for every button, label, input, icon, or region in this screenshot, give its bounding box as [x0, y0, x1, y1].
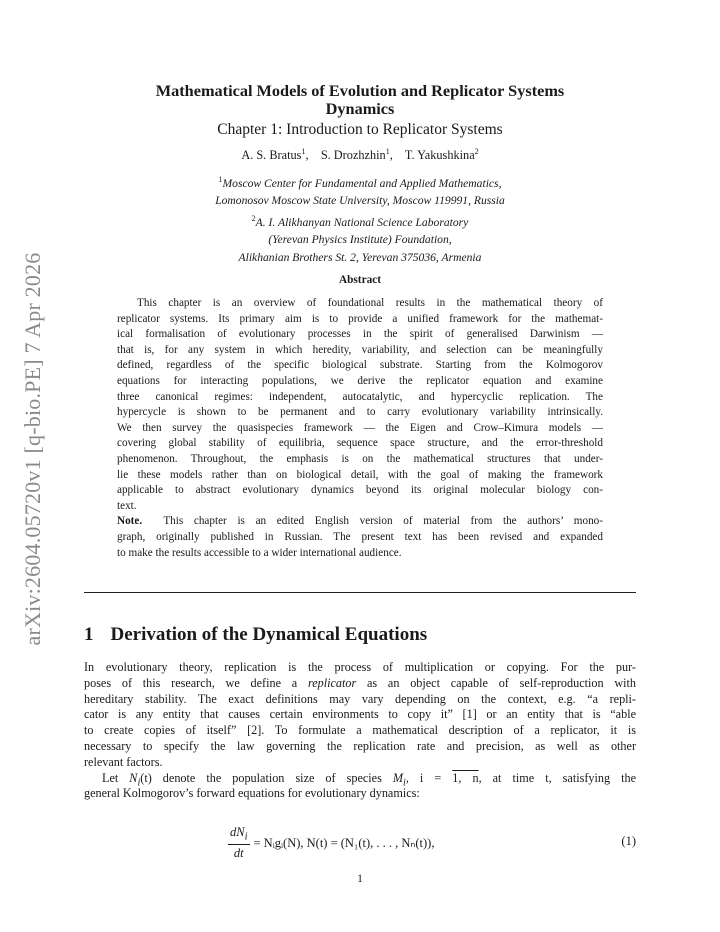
equation-number: (1) [621, 834, 636, 848]
derivative-fraction: $\frac{dN_i}{dt}$ [230, 825, 248, 860]
abstract-note-line: Note. This chapter is an edited English version of material from the authors’ mono- [117, 515, 603, 528]
section-divider [84, 592, 636, 593]
paper-title [100, 82, 620, 118]
abstract-line: This chapter is an overview of foundational results in the mathematical theory of [137, 297, 603, 309]
author-affiliation-mark: 1 [301, 147, 306, 156]
abstract-line: that is, for any system in which heredity, variability, and selection can be meaningfully [117, 343, 603, 356]
abstract-line: applicable to abstract evolutionary dynamics beyond its original molecular biology con- [117, 484, 603, 497]
author-name: T. Yakushkina [404, 148, 475, 163]
abstract-line: three canonical regimes: independent, autocatalytic, and hypercyclic replication. The [117, 390, 603, 403]
author-list: A. S. Bratus$^1$, S. Drozhzhin$^1$, T. Yakushkina$^2$ [241, 147, 479, 163]
body-line: In evolutionary theory, replication is the process of multiplication or copying. For the pur- [84, 660, 636, 674]
abstract-line: phenomenon. Throughout, the emphasis is on the mathematical structures that under- [117, 452, 603, 465]
page-number: 1 [357, 873, 363, 885]
author-affiliation-mark: 1 [385, 147, 390, 156]
author-name: A. S. Bratus [241, 148, 302, 163]
body-line: general Kolmogorov’s forward equations for evolutionary dynamics: [84, 786, 420, 801]
abstract-line: text. [117, 499, 137, 512]
note-label: Note. [117, 515, 143, 528]
title-line-2: Dynamics [325, 99, 395, 118]
index-range: 1, n [452, 770, 479, 785]
section-number: 1 [84, 624, 94, 645]
affiliation-line: $^1$Moscow Center for Fundamental and Applied Mathematics, [218, 175, 502, 190]
abstract-line: lie these models rather than on biological detail, with the goal of making the framework [117, 468, 603, 481]
affiliation-line: $^2$A. I. Alikhanyan National Science Laboratory [251, 213, 469, 229]
title-line-1: Mathematical Models of Evolution and Replicator Systems [155, 81, 565, 100]
affiliation-line: (Yerevan Physics Institute) Foundation, [268, 233, 452, 247]
affiliation-line: Lomonosov Moscow State University, Moscow 119991, Russia [215, 194, 505, 208]
body-line: to create copies of itself” [2]. To formulate a mathematical description of a replicator, it is [84, 723, 636, 738]
affiliations [100, 171, 620, 266]
body-line: relevant factors. [84, 754, 163, 769]
abstract-heading: Abstract [338, 274, 382, 286]
abstract-line: hypercycle is shown to be permanent and to carry evolutionary variability intrinsically. [117, 406, 603, 419]
section-body [84, 660, 636, 802]
author-affiliation-mark: 2 [474, 147, 479, 156]
abstract-note-line: to make the results accessible to a wider international audience. [117, 546, 402, 559]
body-line: poses of this research, we define a replicator as an object capable of self-reproduction with [84, 675, 636, 690]
abstract-body [117, 296, 603, 561]
arxiv-identifier-stamp [18, 248, 48, 650]
abstract-note-line: graph, originally published in Russian. The present text has been revised and expanded [117, 530, 603, 543]
abstract-line: We then survey the quasispecies framework — the Eigen and Crow–Kimura models — [117, 421, 603, 434]
author-name: S. Drozhzhin [320, 148, 386, 163]
body-line: necessary to specify the law governing the replication rate and precision, as well as other [84, 738, 636, 753]
abstract-line: replicator systems. Its primary aim is to provide a unified framework for the mathemat- [117, 312, 603, 325]
abstract-line: equations for interacting populations, we derive the replicator equation and examine [117, 374, 603, 387]
equation-1 [84, 822, 636, 864]
abstract-line: covering global stability of equilibria, sequence space structure, and the error-threshold [117, 437, 603, 450]
body-line: hereditary stability. The exact definitions may vary depending on the context, e.g. “a repli- [84, 691, 636, 706]
section-heading [84, 624, 427, 646]
body-line: Let $N_i(t)$ denote the population size of species $M_i$, i = 1, n, at time t, satisfying the [102, 770, 636, 789]
arxiv-stamp-text: arXiv:2604.05720v1 [q-bio.PE] 7 Apr 2026 [20, 252, 45, 646]
chapter-subtitle: Chapter 1: Introduction to Replicator Systems [217, 121, 503, 138]
body-line: cator is any entity that causes certain environments to copy it” [1] or an entity that is “able [84, 707, 636, 722]
section-title: Derivation of the Dynamical Equations [110, 624, 428, 645]
emphasis-replicator: replicator [307, 675, 357, 690]
equation-rhs: = Nᵢgᵢ(N), N(t) = (N₁(t), . . . , Nₙ(t)), [253, 836, 435, 850]
abstract-line: ical formalisation of evolutionary processes in the spirit of generalised Darwinism — [117, 328, 603, 341]
equation-body [228, 822, 434, 864]
abstract-line: defined, regardless of the specific biological substrate. Starting from the Kolmogorov [117, 359, 603, 372]
affiliation-line: Alikhanian Brothers St. 2, Yerevan 375036, Armenia [238, 250, 482, 264]
